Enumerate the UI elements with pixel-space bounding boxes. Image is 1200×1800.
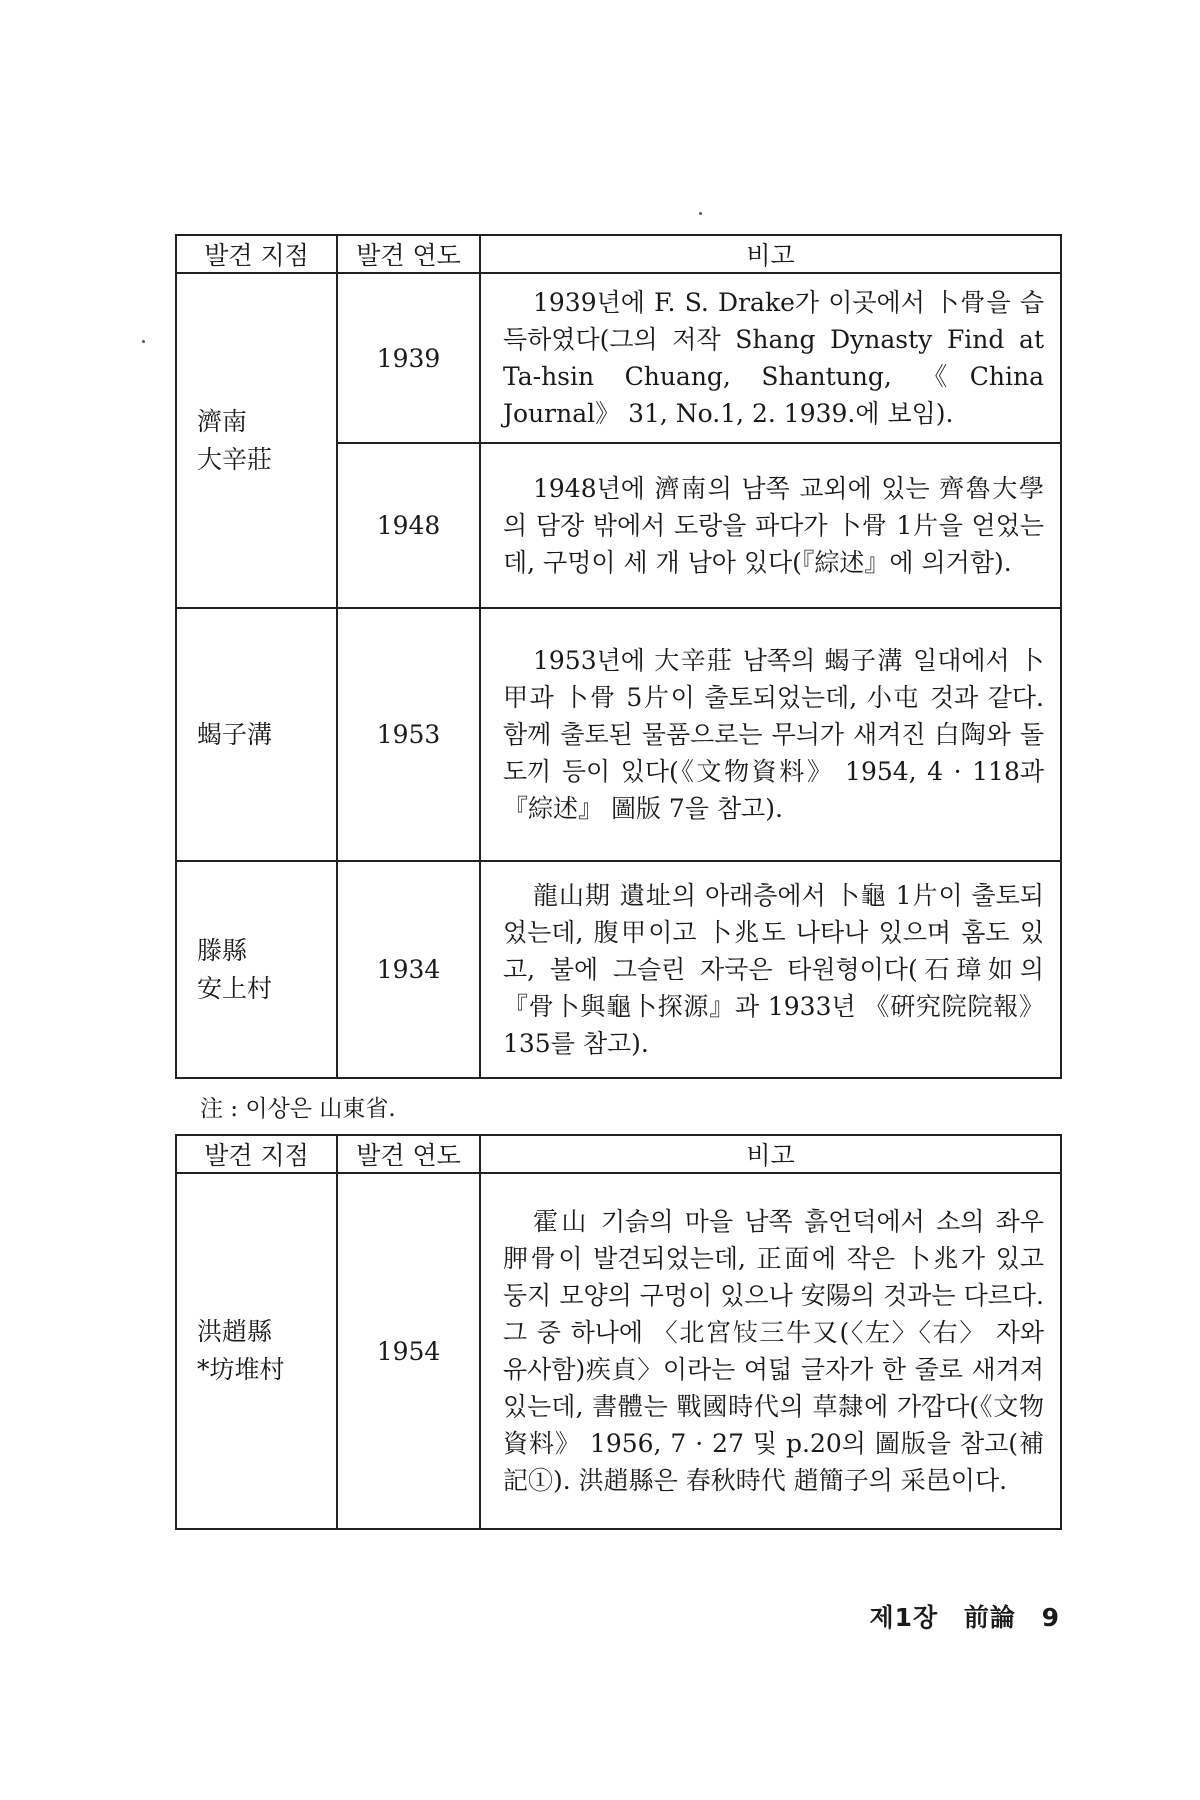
site-line: 大辛莊: [197, 444, 273, 474]
section-label: 前論: [963, 1603, 1016, 1632]
chapter-label: 제1장: [869, 1603, 939, 1632]
speck: [142, 340, 145, 343]
table-header-row: [176, 235, 1061, 273]
site-line: *坊堆村: [197, 1355, 285, 1384]
table-row: [176, 1173, 1061, 1529]
site-cell: [176, 273, 337, 608]
header-site: 발견 지점: [176, 1135, 337, 1173]
year-cell: 1953: [337, 608, 480, 861]
page-number: 9: [1041, 1603, 1060, 1632]
header-year: 발견 연도: [337, 235, 480, 273]
note-cell: 1948년에 濟南의 남쪽 교외에 있는 齊魯大學의 담장 밖에서 도랑을 파다가 卜骨 1片을 얻었는데, 구멍이 세 개 남아 있다(『綜述』에 의거함).: [480, 443, 1061, 608]
table-row: [176, 608, 1061, 861]
table-footnote: 注 : 이상은 山東省.: [200, 1096, 396, 1122]
site-line: 安上村: [197, 973, 273, 1003]
site-line: 滕縣: [197, 935, 248, 965]
note-cell: 霍山 기슭의 마을 남쪽 흙언덕에서 소의 좌우 胛骨이 발견되었는데, 正面에 작은 卜兆가 있고 둥지 모양의 구멍이 있으나 安陽의 것과는 다르다. 그 중 하나에 〈北宮𢼎三牛又(〈左〉〈右〉 자와 유사함)疾貞〉이라는 여덟 글자가 한 줄로 새겨져 있는데, 書體는 戰國時代의 草隸에 가깝다(《文物資料》 1956, 7 · 27 및 p.20의 圖版을 참고(補記①). 洪趙縣은 春秋時代 趙簡子의 采邑이다.: [480, 1173, 1061, 1529]
note-cell: 龍山期 遺址의 아래층에서 卜龜 1片이 출토되었는데, 腹甲이고 卜兆도 나타나 있으며 홈도 있고, 불에 그슬린 자국은 타원형이다(石璋如의 『骨卜與龜卜探源』과 1933년 《硏究院院報》 135를 참고).: [480, 861, 1061, 1078]
header-site: 발견 지점: [176, 235, 337, 273]
discovery-table-2: [175, 1134, 1062, 1530]
header-year: 발견 연도: [337, 1135, 480, 1173]
site-line: 濟南: [197, 406, 248, 436]
table-header-row: [176, 1135, 1061, 1173]
header-note: 비고: [480, 235, 1061, 273]
header-note: 비고: [480, 1135, 1061, 1173]
site-line: 洪趙縣: [197, 1317, 273, 1346]
site-cell: [176, 1173, 337, 1529]
note-cell: 1939년에 F. S. Drake가 이곳에서 卜骨을 습득하였다(그의 저작 Shang Dynasty Find at Ta-hsin Chuang, Shantung, 《China Journal》 31, No.1, 2. 1939.에 보임).: [480, 273, 1061, 443]
year-cell: 1948: [337, 443, 480, 608]
speck: [699, 212, 702, 215]
site-cell: [176, 608, 337, 861]
year-cell: 1954: [337, 1173, 480, 1529]
year-cell: 1934: [337, 861, 480, 1078]
discovery-table-1: [175, 234, 1062, 1079]
site-line: 蝎子溝: [197, 719, 273, 749]
note-cell: 1953년에 大辛莊 남쪽의 蝎子溝 일대에서 卜甲과 卜骨 5片이 출토되었는데, 小屯 것과 같다. 함께 출토된 물품으로는 무늬가 새겨진 白陶와 돌도끼 등이 있다(《文物資料》 1954, 4 · 118과 『綜述』 圖版 7을 참고).: [480, 608, 1061, 861]
table-row: [176, 273, 1061, 443]
site-cell: [176, 861, 337, 1078]
page-footer: [853, 1598, 1060, 1634]
year-cell: 1939: [337, 273, 480, 443]
table-row: [176, 861, 1061, 1078]
